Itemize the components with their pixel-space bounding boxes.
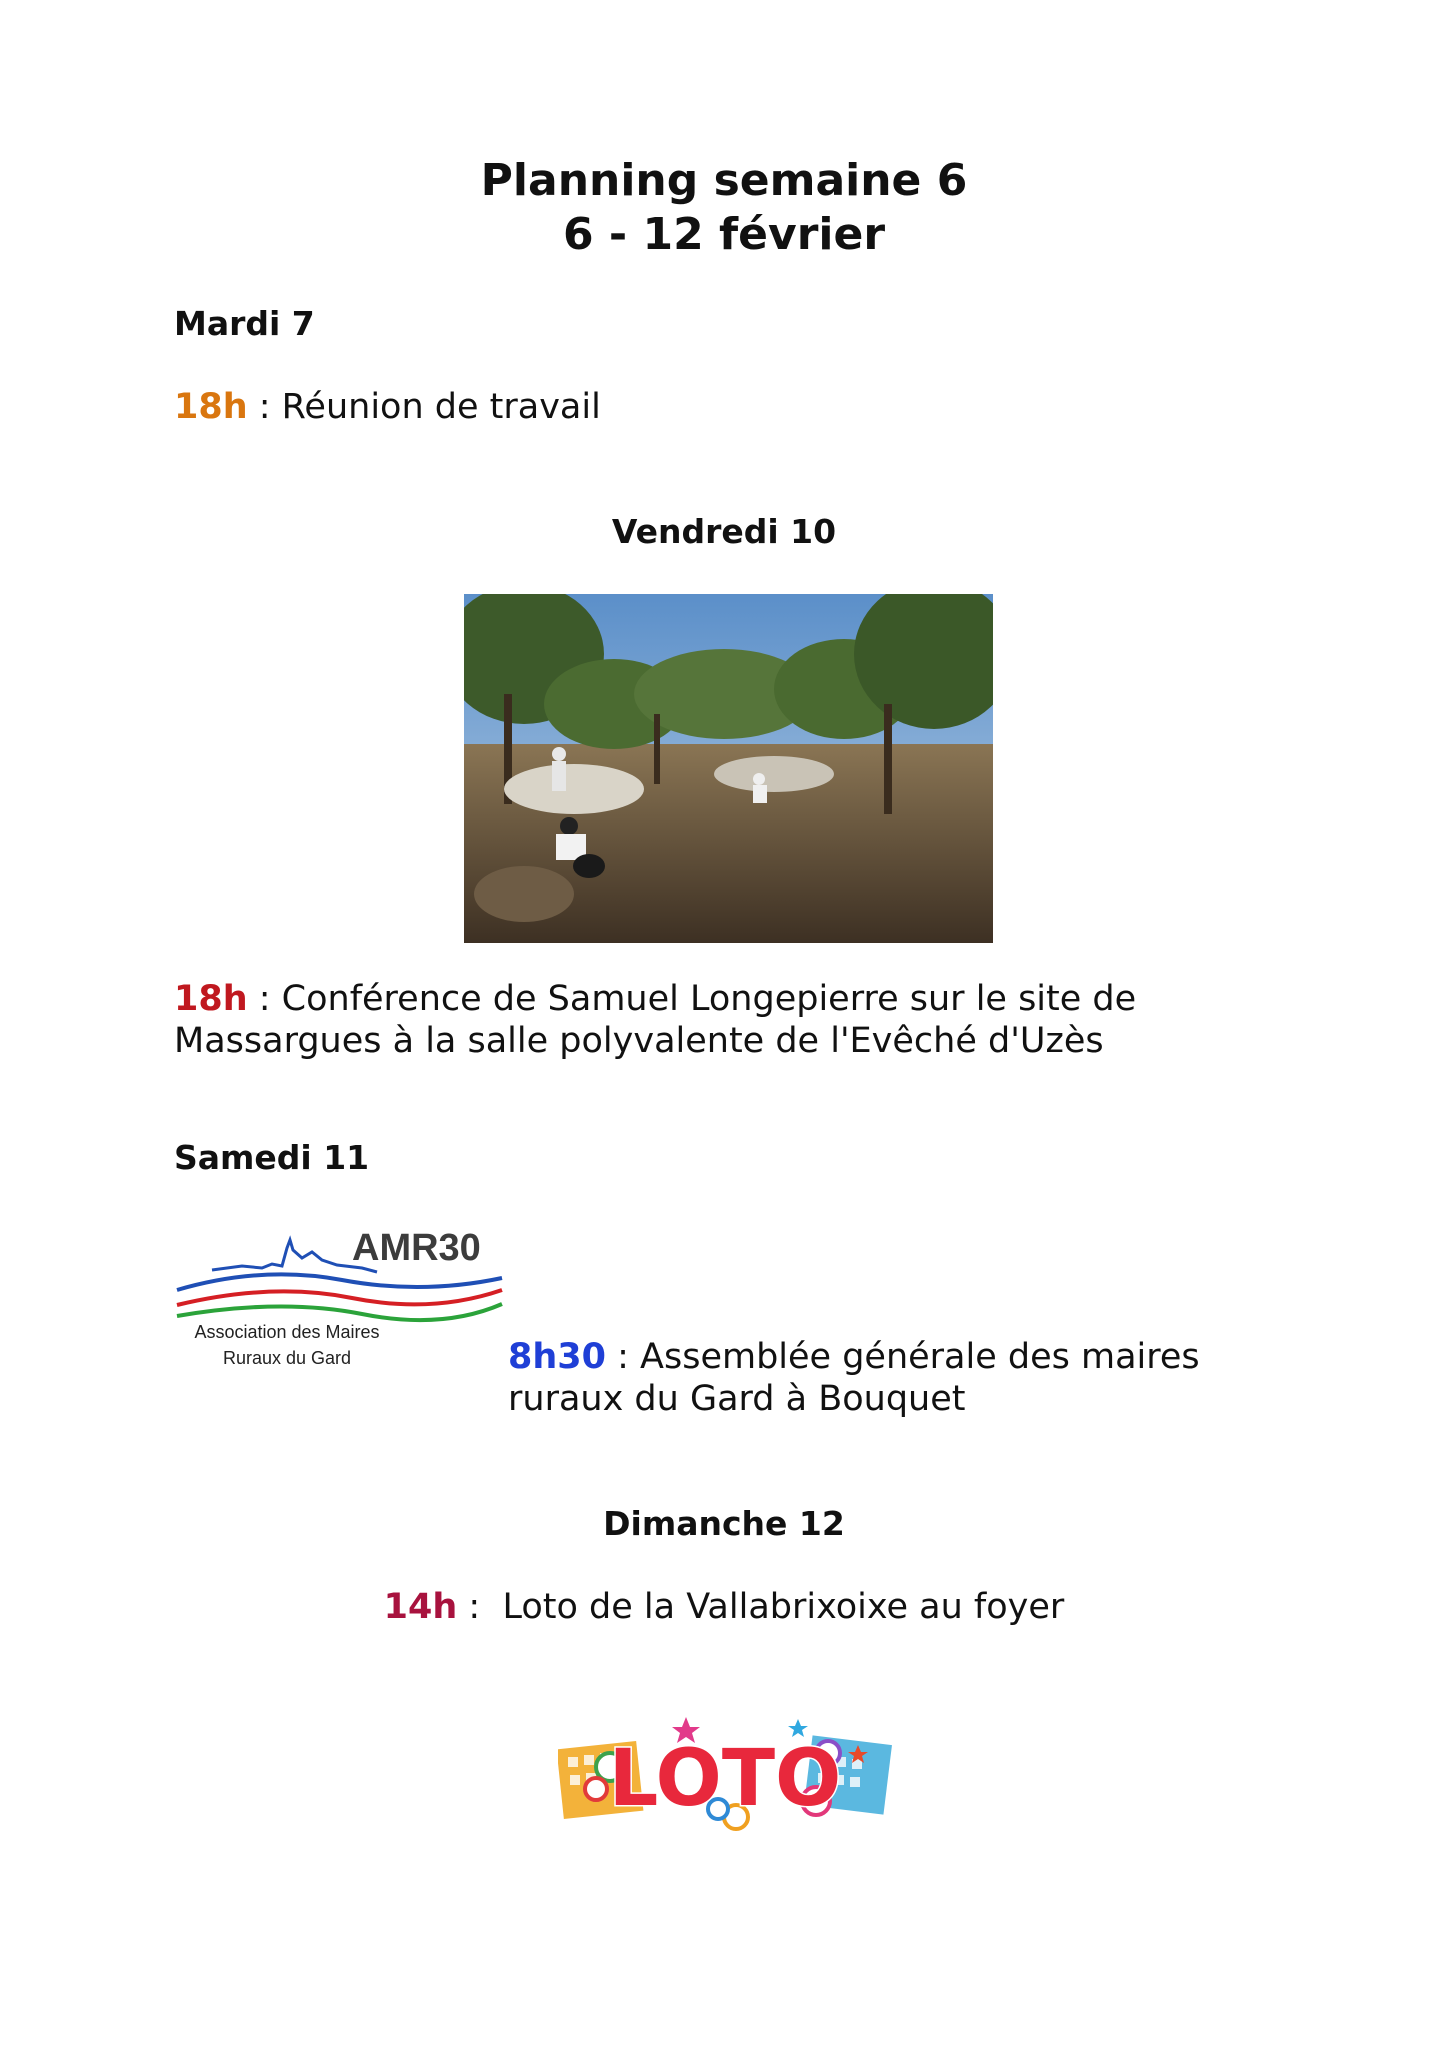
event-time: 14h	[383, 1587, 458, 1627]
event-dimanche	[0, 1586, 1448, 1628]
day-heading-mardi: Mardi 7	[174, 304, 315, 343]
excavation-site-photo	[464, 594, 993, 943]
event-samedi	[508, 1336, 1200, 1420]
amr30-logo-line2: Ruraux du Gard	[222, 1348, 352, 1368]
event-time: 18h	[174, 979, 248, 1019]
loto-logo	[558, 1705, 892, 1850]
event-text-line-2: ruraux du Gard à Bouquet	[508, 1379, 966, 1419]
title-line-2: 6 - 12 février	[562, 209, 886, 260]
event-separator: :	[457, 1587, 503, 1627]
loto-logo-text: LOTO	[608, 1734, 842, 1824]
event-text-line-1: Assemblée générale des maires	[640, 1337, 1200, 1377]
amr30-logo-name: AMR30	[352, 1227, 481, 1269]
event-time: 8h30	[508, 1337, 606, 1377]
event-text-line-2: Massargues à la salle polyvalente de l'Evêché d'Uzès	[174, 1021, 1104, 1061]
day-heading-samedi: Samedi 11	[174, 1138, 370, 1177]
event-text: Loto de la Vallabrixoixe au foyer	[502, 1587, 1065, 1627]
day-heading-dimanche: Dimanche 12	[603, 1504, 845, 1543]
day-heading-vendredi: Vendredi 10	[611, 512, 837, 551]
amr30-logo	[172, 1220, 512, 1380]
event-separator: :	[605, 1337, 641, 1377]
event-text-line-1: Conférence de Samuel Longepierre sur le site de	[281, 979, 1137, 1019]
title-line-1: Planning semaine 6	[480, 155, 968, 206]
event-mardi	[174, 386, 601, 428]
event-separator: :	[247, 979, 282, 1019]
event-separator: :	[247, 387, 282, 427]
event-vendredi	[174, 978, 1136, 1062]
amr30-logo-line1: Association des Maires	[194, 1322, 380, 1342]
event-text: Réunion de travail	[281, 387, 601, 427]
event-time: 18h	[174, 387, 248, 427]
page-title	[0, 154, 1448, 262]
